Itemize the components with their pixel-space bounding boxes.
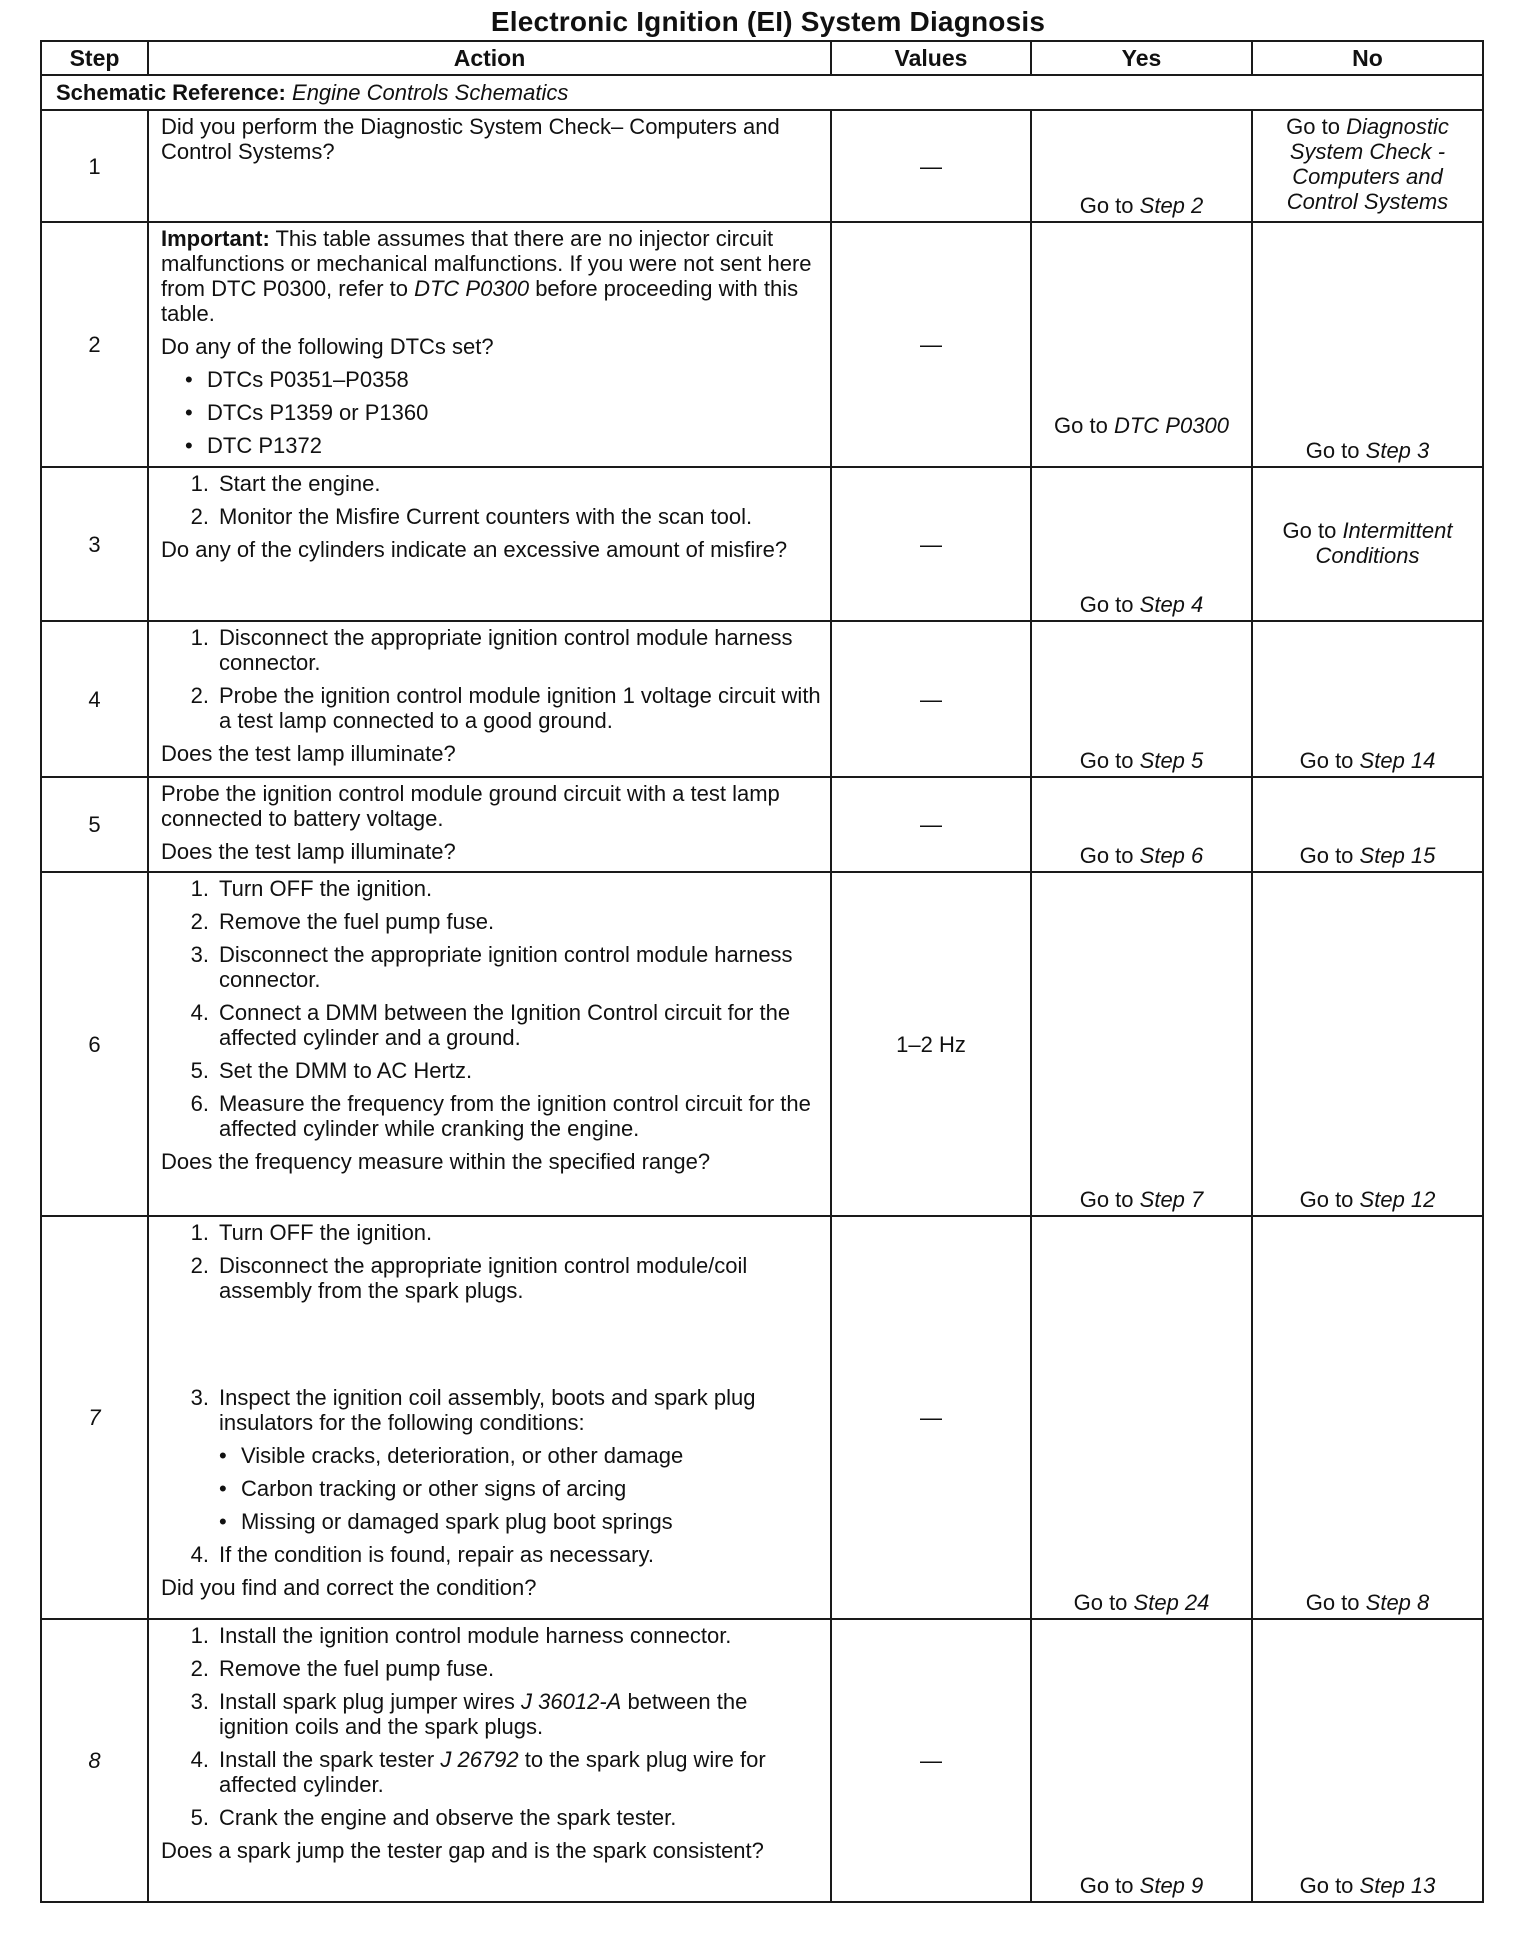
item-text: If the condition is found, repair as necessary. [219,1542,654,1567]
table-header-row [41,41,1483,75]
list-item: 4. Install the spark tester J 26792 to the spark plug wire for affected cylinder. [190,1747,766,1797]
list-item: • Missing or damaged spark plug boot springs [161,1509,822,1534]
tool-number: J 36012-A [521,1689,622,1714]
item-text: Install the ignition control module harness connector. [219,1623,732,1648]
item-text: Remove the fuel pump fuse. [219,909,495,934]
diagnosis-table [40,40,1484,1903]
item-text: Connect a DMM between the Ignition Control circuit for the affected cylinder and a ground. [219,1000,791,1050]
list-item: 1. Turn OFF the ignition. [161,1220,822,1245]
yes-cell [1031,110,1252,222]
no-target: Step 8 [1365,1590,1430,1615]
action-text: Probe the ignition control module ground circuit with a test lamp connected to battery voltage. [161,781,780,831]
bullet-text: DTCs P1359 or P1360 [207,400,429,425]
diagnosis-table-container [40,40,1482,1903]
action-question: Do any of the cylinders indicate an excessive amount of misfire? [161,537,788,562]
important-label: Important: [161,226,270,251]
action-question: Did you find and correct the condition? [161,1575,537,1600]
list-item: 1. Disconnect the appropriate ignition control module harness connector. [161,625,822,675]
header-no: No [1252,41,1483,75]
list-item: 5. Set the DMM to AC Hertz. [161,1058,822,1083]
yes-target: Step 2 [1139,193,1204,218]
schematic-reference-link: Engine Controls Schematics [292,80,569,105]
yes-cell [1031,1216,1252,1619]
yes-target: Step 9 [1139,1873,1204,1898]
go-to-label: Go to [1299,1873,1354,1898]
important-note [161,226,822,326]
action-question: Does a spark jump the tester gap and is the spark consistent? [161,1838,764,1863]
yes-cell [1031,222,1252,467]
no-target: Step 13 [1359,1873,1436,1898]
header-action: Action [148,41,831,75]
header-step: Step [41,41,148,75]
schematic-reference-label: Schematic Reference: [56,80,286,105]
go-to-label: Go to [1079,193,1134,218]
yes-cell [1031,777,1252,872]
action-question: Does the test lamp illuminate? [161,839,456,864]
action-cell [148,872,831,1216]
table-row [41,110,1483,222]
item-text: between the ignition coils and the spark plugs. [219,1689,748,1739]
item-text: Disconnect the appropriate ignition control module harness connector. [219,942,793,992]
step-number-text: 8 [88,1748,101,1773]
go-to-label: Go to [1073,1590,1128,1615]
no-cell [1252,777,1483,872]
value-cell: — [831,1216,1031,1619]
action-cell [148,467,831,621]
item-text: Set the DMM to AC Hertz. [219,1058,473,1083]
yes-cell [1031,872,1252,1216]
item-text: Inspect the ignition coil assembly, boots and spark plug insulators for the following conditions: [219,1385,756,1435]
list-item: 1. Start the engine. [161,471,822,496]
list-item: 5. Crank the engine and observe the spark tester. [161,1805,822,1830]
value-cell: — [831,621,1031,777]
list-item: 6. Measure the frequency from the ignition control circuit for the affected cylinder while cranking the engine. [161,1091,822,1141]
go-to-label: Go to [1305,438,1360,463]
list-item: 2. Disconnect the appropriate ignition control module/coil assembly from the spark plugs. [161,1253,822,1303]
bullet-text: Visible cracks, deterioration, or other damage [241,1443,684,1468]
list-item: • DTC P1372 [161,433,822,458]
table-row [41,621,1483,777]
bullet-text: DTC P1372 [207,433,322,458]
value-cell: — [831,110,1031,222]
no-cell [1252,110,1483,222]
yes-cell [1031,1619,1252,1902]
action-question: Does the test lamp illuminate? [161,741,456,766]
blank-space [161,1311,822,1385]
list-item: 3. Install spark plug jumper wires J 36012-A between the ignition coils and the spark plugs. [190,1689,748,1739]
list-item: 2. Monitor the Misfire Current counters with the scan tool. [161,504,822,529]
bullet-text: Carbon tracking or other signs of arcing [241,1476,627,1501]
list-item: 4. Connect a DMM between the Ignition Control circuit for the affected cylinder and a ground. [161,1000,822,1050]
value-cell: — [831,467,1031,621]
no-cell [1252,1216,1483,1619]
schematic-reference-row [41,75,1483,110]
item-text: Turn OFF the ignition. [219,876,433,901]
step-number: 2 [41,222,148,467]
go-to-label: Go to [1299,748,1354,773]
action-cell [148,1216,831,1619]
table-row [41,1619,1483,1902]
item-text: Turn OFF the ignition. [219,1220,433,1245]
action-question: Does the frequency measure within the specified range? [161,1149,711,1174]
go-to-label: Go to [1079,1187,1134,1212]
list-item: 1. Turn OFF the ignition. [161,876,822,901]
important-text-end: before proceeding with this table. [161,276,799,326]
item-text: Crank the engine and observe the spark tester. [219,1805,677,1830]
list-item: • DTCs P0351–P0358 [161,367,822,392]
list-item: 2. Probe the ignition control module ignition 1 voltage circuit with a test lamp connected to a good ground. [190,683,821,733]
no-target: Intermittent Conditions [1315,517,1453,568]
item-text: Disconnect the appropriate ignition control module/coil assembly from the spark plugs. [219,1253,748,1303]
go-to-label: Go to [1079,843,1134,868]
action-question: Do any of the following DTCs set? [161,334,494,359]
item-text: Install spark plug jumper wires [219,1689,515,1714]
item-text: Remove the fuel pump fuse. [219,1656,495,1681]
action-cell [148,777,831,872]
table-row [41,222,1483,467]
bullet-text: Missing or damaged spark plug boot springs [241,1509,673,1534]
yes-cell [1031,621,1252,777]
no-target: Diagnostic System Check - Computers and Control Systems [1286,114,1449,214]
no-cell [1252,621,1483,777]
list-item: 1. Install the ignition control module harness connector. [161,1623,822,1648]
action-cell [148,621,831,777]
step-number: 3 [41,467,148,621]
tool-number: J 26792 [440,1747,519,1772]
list-item: 3. Disconnect the appropriate ignition control module harness connector. [161,942,822,992]
no-cell [1252,1619,1483,1902]
table-row [41,777,1483,872]
go-to-label: Go to [1299,843,1354,868]
go-to-label: Go to [1079,592,1134,617]
go-to-label: Go to [1079,1873,1134,1898]
item-text: Start the engine. [219,471,381,496]
item-text: Measure the frequency from the ignition control circuit for the affected cylinder while cranking the engine. [219,1091,811,1141]
value-cell: — [831,777,1031,872]
header-yes: Yes [1031,41,1252,75]
yes-cell [1031,467,1252,621]
action-cell [148,222,831,467]
list-item: 3. Inspect the ignition coil assembly, boots and spark plug insulators for the following conditions: [161,1385,822,1435]
go-to-label: Go to [1282,517,1337,543]
item-text: Install the spark tester [219,1747,435,1772]
item-text: Monitor the Misfire Current counters with the scan tool. [219,504,753,529]
list-item: • Carbon tracking or other signs of arcing [161,1476,822,1501]
no-target: Step 12 [1359,1187,1436,1212]
list-item: • Visible cracks, deterioration, or other damage [161,1443,822,1468]
value-cell: 1–2 Hz [831,872,1031,1216]
go-to-label: Go to [1305,1590,1360,1615]
action-cell [148,1619,831,1902]
yes-target: Step 6 [1139,843,1204,868]
no-target: Step 3 [1365,438,1430,463]
list-item: 4. If the condition is found, repair as necessary. [161,1542,822,1567]
table-row [41,467,1483,621]
step-number-text: 7 [88,1405,101,1430]
item-text: Disconnect the appropriate ignition control module harness connector. [219,625,793,675]
yes-target: Step 5 [1139,748,1204,773]
header-values: Values [831,41,1031,75]
step-number [41,1619,148,1902]
value-cell: — [831,1619,1031,1902]
step-number: 5 [41,777,148,872]
item-text: to the spark plug wire for affected cylinder. [219,1747,766,1797]
yes-target: Step 24 [1133,1590,1210,1615]
important-dtc-ref: DTC P0300 [414,276,530,301]
action-cell [148,110,831,222]
yes-target: Step 7 [1139,1187,1204,1212]
schematic-reference [41,75,1483,110]
bullet-text: DTCs P0351–P0358 [207,367,409,392]
step-number: 1 [41,110,148,222]
go-to-label: Go to [1299,1187,1354,1212]
yes-target: Step 4 [1139,592,1204,617]
document-title: Electronic Ignition (EI) System Diagnosis [490,6,1046,37]
step-number: 6 [41,872,148,1216]
go-to-label: Go to [1054,413,1108,438]
value-cell: — [831,222,1031,467]
list-item: 2. Remove the fuel pump fuse. [161,909,822,934]
list-item: • DTCs P1359 or P1360 [161,400,822,425]
action-text: Did you perform the Diagnostic System Check– Computers and Control Systems? [161,114,780,164]
step-number: 4 [41,621,148,777]
important-text: This table assumes that there are no injector circuit malfunctions or mechanical malfunctions. If you were not sent here from DTC P0300, refer to [161,226,812,301]
no-cell [1252,872,1483,1216]
no-target: Step 14 [1359,748,1436,773]
no-cell [1252,467,1483,621]
go-to-label: Go to [1079,748,1134,773]
table-row [41,1216,1483,1619]
step-number [41,1216,148,1619]
no-target: Step 15 [1359,843,1436,868]
table-row [41,872,1483,1216]
go-to-label: Go to [1286,114,1340,139]
item-text: Probe the ignition control module ignition 1 voltage circuit with a test lamp connected to a good ground. [219,683,821,733]
yes-target: DTC P0300 [1113,413,1229,438]
no-cell [1252,222,1483,467]
list-item: 2. Remove the fuel pump fuse. [161,1656,822,1681]
